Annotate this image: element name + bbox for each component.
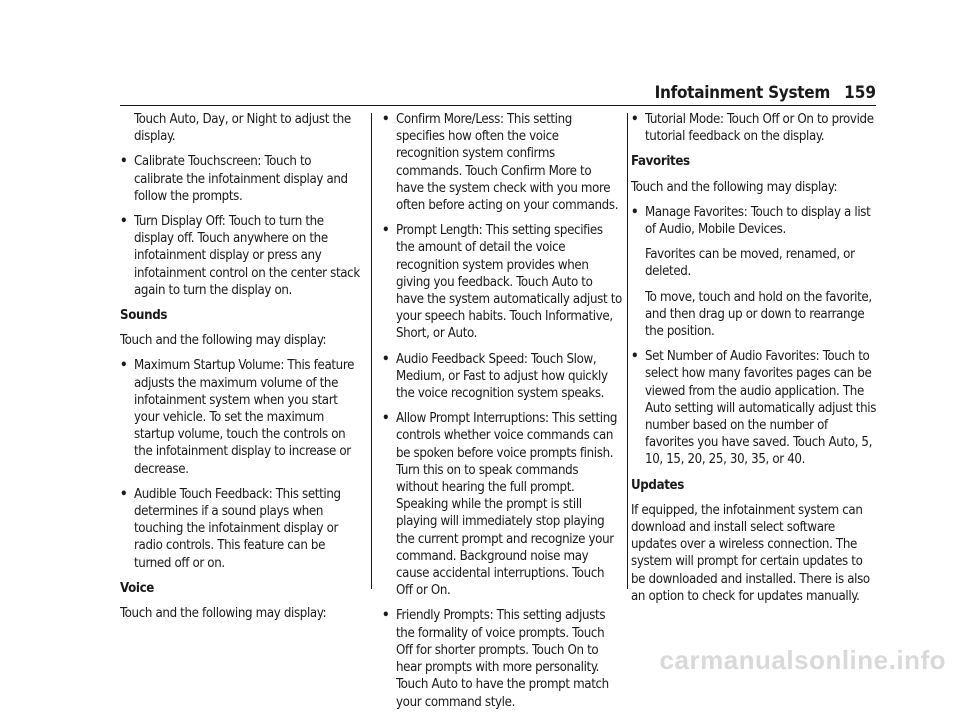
manage-favorites-note: Favorites can be moved, renamed, or deleted. bbox=[645, 247, 855, 280]
column-divider bbox=[627, 113, 628, 589]
favorites-intro: Touch and the following may display: bbox=[631, 179, 838, 195]
heading-updates: Updates bbox=[631, 477, 684, 493]
continued-text: Touch Auto, Day, or Night to adjust the display. bbox=[134, 112, 351, 145]
bullet-audible-touch-feedback: • Audible Touch Feedback: This setting determines if a sound plays when touching the infotainment display or radio controls. This feature can be turned off or on. bbox=[120, 486, 360, 572]
heading-voice: Voice bbox=[120, 580, 155, 596]
bullet-set-number-favorites: • Set Number of Audio Favorites: Touch to select how many favorites pages can be viewed from the audio application. The Auto setting will automatically adjust this number based on the number of favorites you have saved. Touch Auto, 5, 10, 15, 20, 25, 30, 35, or 40. bbox=[631, 348, 877, 468]
bullet-prompt-length: • Prompt Length: This setting specifies the amount of detail the voice recognition system provides when giving you feedback. Touch Auto to have the system automatically adjust to your speech habits. Touch Informative, Short, or Auto. bbox=[382, 222, 622, 342]
header-rule bbox=[120, 105, 876, 106]
page-header bbox=[120, 83, 876, 105]
bullet-calibrate-touchscreen: • Calibrate Touchscreen: Touch to calibrate the infotainment display and follow the prompts. bbox=[120, 153, 360, 205]
bullet-manage-favorites: • Manage Favorites: Touch to display a list of Audio, Mobile Devices. bbox=[631, 204, 877, 238]
updates-body: If equipped, the infotainment system can download and install select software updates over a wireless connection. The system will prompt for certain updates to be downloaded and installed. There is also an option to check for updates manually. bbox=[631, 502, 870, 604]
bullet-turn-display-off: • Turn Display Off: Touch to turn the display off. Touch anywhere on the infotainment display or press any infotainment control on the center stack again to turn the display on. bbox=[120, 213, 360, 299]
bullet-audio-feedback-speed: • Audio Feedback Speed: Touch Slow, Medium, or Fast to adjust how quickly the voice recognition system speaks. bbox=[382, 351, 622, 403]
voice-intro: Touch and the following may display: bbox=[120, 606, 327, 622]
bullet-friendly-prompts: • Friendly Prompts: This setting adjusts the formality of voice prompts. Touch Off for shorter prompts. Touch On to hear prompts with more personality. Touch Auto to have the prompt match your command style. bbox=[382, 607, 622, 710]
heading-sounds: Sounds bbox=[120, 308, 168, 324]
bullet-max-startup-volume: • Maximum Startup Volume: This feature adjusts the maximum volume of the infotainment system when you start your vehicle. To set the maximum startup volume, touch the controls on the infotainment display to increase or decrease. bbox=[120, 357, 360, 477]
section-title: Infotainment System bbox=[654, 83, 830, 103]
bullet-confirm-more-less: • Confirm More/Less: This setting specifies how often the voice recognition system confirms commands. Touch Confirm More to have the system check with you more often before acting on your commands. bbox=[382, 111, 622, 214]
watermark: carmanualsonline.info bbox=[659, 645, 946, 675]
page-number: 159 bbox=[844, 83, 876, 103]
column-1 bbox=[120, 111, 360, 630]
sounds-intro: Touch and the following may display: bbox=[120, 333, 327, 349]
heading-favorites: Favorites bbox=[631, 154, 690, 170]
bullet-allow-prompt-interruptions: • Allow Prompt Interruptions: This setting controls whether voice commands can be spoken before voice prompts finish. Turn this on to speak commands without hearing the full prompt. Speaking while the prompt is still playing will immediately stop playing the current prompt and recognize your command. Background noise may cause accidental interruptions. Touch Off or On. bbox=[382, 410, 622, 599]
column-3 bbox=[631, 111, 877, 613]
bullet-tutorial-mode: • Tutorial Mode: Touch Off or On to provide tutorial feedback on the display. bbox=[631, 111, 877, 145]
column-2 bbox=[382, 111, 622, 719]
manage-favorites-move: To move, touch and hold on the favorite, and then drag up or down to rearrange the position. bbox=[645, 289, 872, 340]
column-divider bbox=[371, 113, 372, 589]
